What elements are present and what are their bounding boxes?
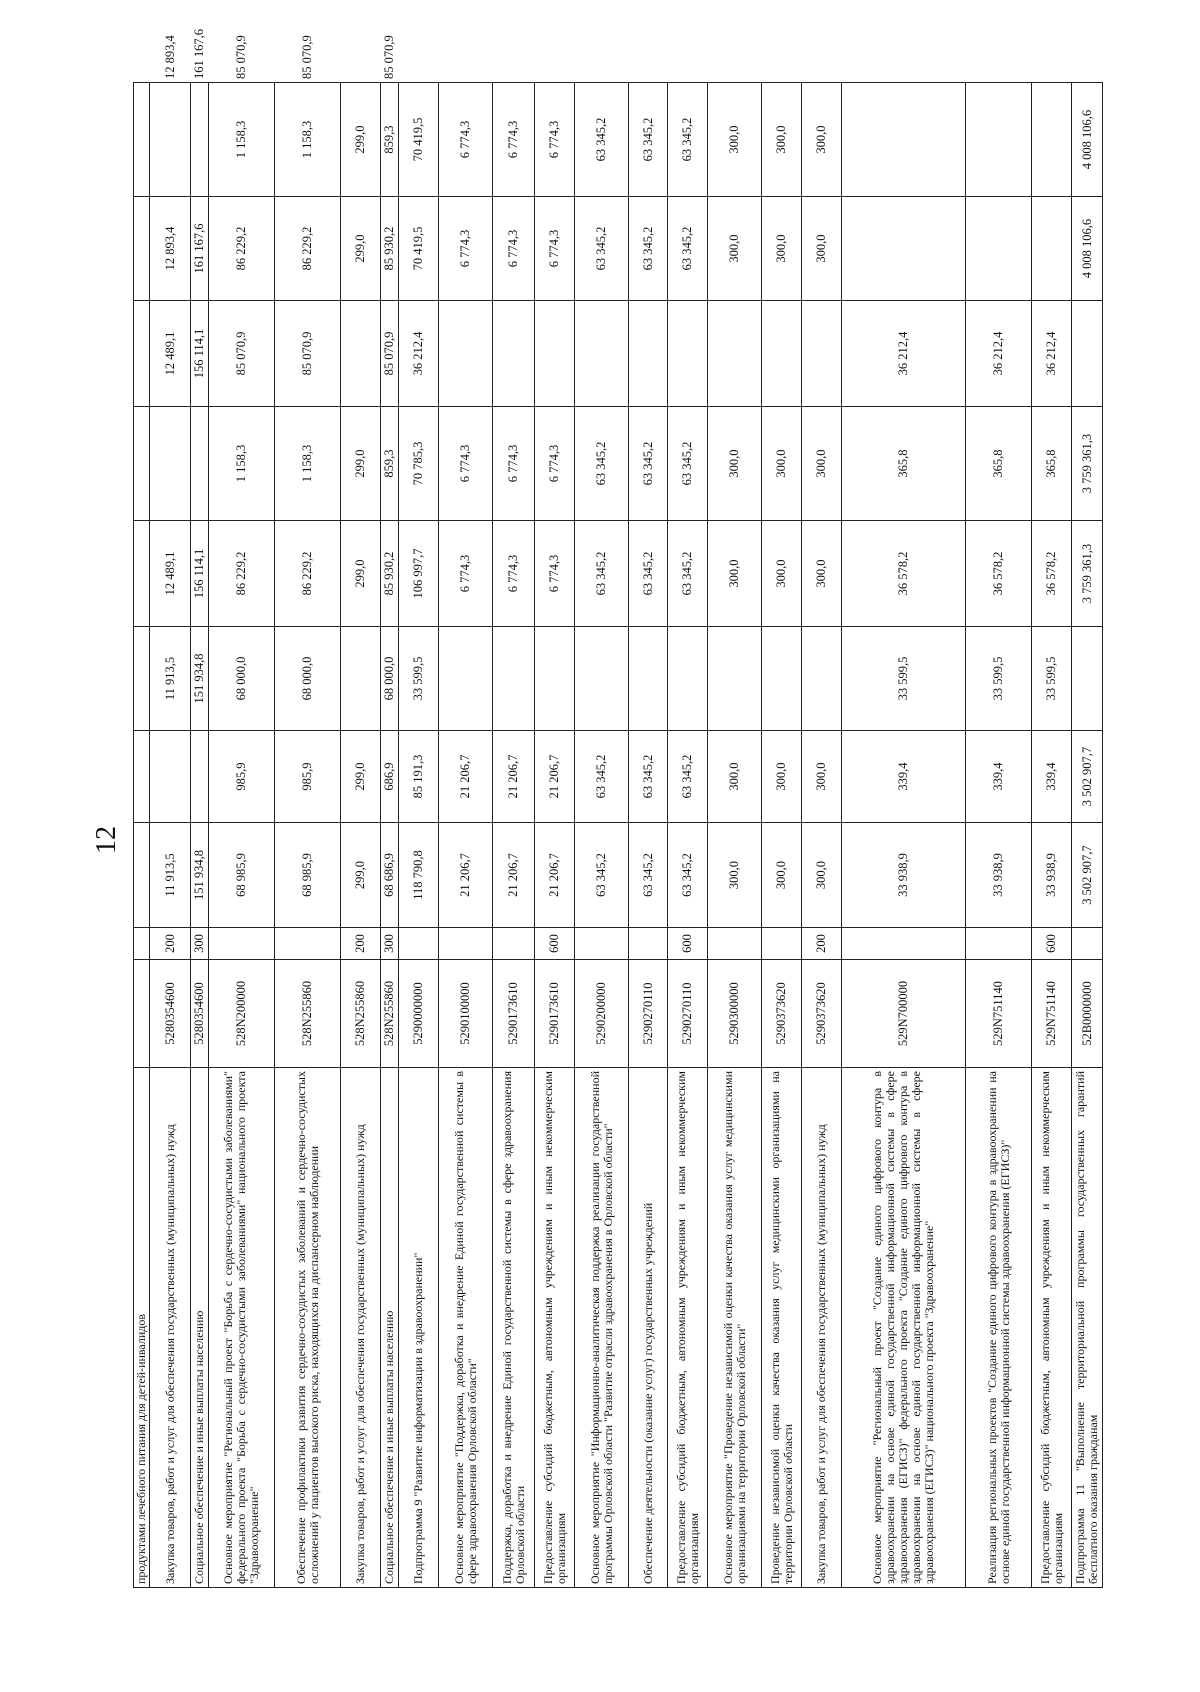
target-code-cell: 5280354600 (191, 960, 209, 1068)
table-row (575, 83, 629, 1588)
expense-type-cell: 600 (668, 928, 708, 960)
amount-cell: 300,0 (708, 83, 762, 197)
amount-cell: 33 599,5 (399, 627, 439, 731)
target-code-cell: 52B0000000 (1072, 960, 1103, 1068)
amount-cell: 161 167,6 (191, 197, 209, 301)
target-code-cell: 528N255860 (275, 960, 341, 1068)
amount-cell: 70 785,3 (399, 407, 439, 521)
table-row (535, 83, 575, 1588)
amount-cell: 85 930,2 (381, 197, 399, 301)
row-name-cell: Основное мероприятие "Региональный проект "Борьба с сердечно-сосудистыми заболеваниями" федерального проекта "Борьба с сердечно-сосудистыми заболеваниями" национального проекта "Здравоохранение" (209, 1068, 275, 1588)
amount-cell (535, 301, 575, 407)
expense-type-cell (275, 928, 341, 960)
table-row: Закупка товаров, работ и услуг для обеспечения государственных (муниципальных) нужд 5280354600 200 11 913,5 11 913,5 12 489,1 12 489,1 12 893,4 12 893,4 (150, 83, 191, 1588)
amount-cell: 63 345,2 (629, 823, 668, 928)
amount-cell: 70 419,5 (399, 83, 439, 197)
row-name-cell: Социальное обеспечение и иные выплаты населению (191, 1068, 209, 1588)
amount-cell (150, 83, 191, 197)
amount-cell: 300,0 (802, 823, 842, 928)
amount-cell: 3 759 361,3 (1072, 407, 1103, 521)
target-code-cell: 5290000000 (399, 960, 439, 1068)
amount-cell: 300,0 (762, 521, 802, 627)
amount-cell: 300,0 (762, 731, 802, 823)
amount-cell: 33 599,5 (1032, 627, 1072, 731)
amount-cell: 21 206,7 (493, 731, 535, 823)
amount-cell: 33 599,5 (966, 627, 1032, 731)
row-name-cell: Проведение независимой оценки качества оказания услуг медицинскими организациями на территории Орловской области (762, 1068, 802, 1588)
amount-cell: 68 000,0 (209, 627, 275, 731)
amount-cell (802, 627, 842, 731)
amount-cell: 33 599,5 (842, 627, 966, 731)
amount-cell: 85 930,2 (381, 521, 399, 627)
expense-type-cell (575, 928, 629, 960)
amount-cell: 36 212,4 (399, 301, 439, 407)
amount-cell: 300,0 (762, 83, 802, 197)
amount-cell: 21 206,7 (535, 823, 575, 928)
amount-cell: 36 578,2 (966, 521, 1032, 627)
target-code-cell (134, 960, 150, 1068)
amount-cell: 68 985,9 (209, 823, 275, 928)
amount-cell (150, 731, 191, 823)
amount-cell: 63 345,2 (575, 731, 629, 823)
amount-cell: 6 774,3 (439, 521, 493, 627)
amount-cell (708, 301, 762, 407)
amount-cell: 63 345,2 (668, 731, 708, 823)
amount-cell: 6 774,3 (493, 521, 535, 627)
amount-cell (134, 731, 150, 823)
amount-cell: 63 345,2 (629, 407, 668, 521)
expense-type-cell (1072, 928, 1103, 960)
amount-cell: 299,0 (341, 83, 381, 197)
expense-type-cell (708, 928, 762, 960)
amount-cell: 33 938,9 (1032, 823, 1072, 928)
amount-cell: 33 938,9 (966, 823, 1032, 928)
amount-cell (966, 197, 1032, 301)
amount-cell (150, 407, 191, 521)
amount-cell: 339,4 (966, 731, 1032, 823)
table-row (1072, 83, 1103, 1588)
row-name-cell: Подпрограмма 9 "Развитие информатизации в здравоохранении" (399, 1068, 439, 1588)
amount-cell: 3 502 907,7 (1072, 731, 1103, 823)
amount-cell: 299,0 (341, 823, 381, 928)
amount-cell (1032, 83, 1072, 197)
amount-cell: 68 686,9 (381, 823, 399, 928)
amount-cell: 4 008 106,6 (1072, 197, 1103, 301)
amount-cell: 300,0 (762, 823, 802, 928)
table-row (708, 83, 762, 1588)
row-name-cell: Основное мероприятие "Региональный проект "Создание единого цифрового контура в здравоохранении на основе единой государственной информационной системы в сфере здравоохранения (ЕГИСЗ)" федерального проекта "Создание единого цифрового контура в здравоохранении на основе единой государственной информационной системы в сфере здравоохранения (ЕГИСЗ)" национального проекта "Здравоохранение" (842, 1068, 966, 1588)
amount-cell (439, 301, 493, 407)
target-code-cell: 528N255860 (381, 960, 399, 1068)
amount-cell (966, 83, 1032, 197)
amount-cell: 299,0 (341, 731, 381, 823)
amount-cell: 106 997,7 (399, 521, 439, 627)
amount-cell: 300,0 (762, 407, 802, 521)
amount-cell: 1 158,3 (275, 83, 341, 197)
table-row (1032, 83, 1072, 1588)
amount-cell: 4 008 106,6 (1072, 83, 1103, 197)
amount-cell (575, 301, 629, 407)
expense-type-cell: 200 (802, 928, 842, 960)
amount-cell (668, 627, 708, 731)
row-name-cell: Подпрограмма 11 "Выполнение территориальной программы государственных гарантий бесплатного оказания гражданам (1072, 1068, 1103, 1588)
table-row (762, 83, 802, 1588)
amount-cell (1032, 197, 1072, 301)
row-name-cell: Обеспечение профилактики развития сердечно-сосудистых заболеваний и сердечно-сосудистых осложнений у пациентов высокого риска, находящихся на диспансерном наблюдении (275, 1068, 341, 1588)
amount-cell: 12 489,1 (150, 521, 191, 627)
expense-type-cell: 600 (535, 928, 575, 960)
amount-cell: 3 759 361,3 (1072, 521, 1103, 627)
amount-cell: 6 774,3 (493, 197, 535, 301)
amount-cell (341, 627, 381, 731)
amount-cell (1072, 627, 1103, 731)
table-row (341, 83, 381, 1588)
target-code-cell: 5290300000 (708, 960, 762, 1068)
row-name-cell: Основное мероприятие "Информационно-аналитическая поддержка реализации государственной программы Орловской области "Развитие отрасли здравоохранения в Орловской области" (575, 1068, 629, 1588)
target-code-cell: 528N200000 (209, 960, 275, 1068)
amount-cell: 36 212,4 (842, 301, 966, 407)
amount-cell: 6 774,3 (439, 83, 493, 197)
amount-cell: 11 913,5 (150, 823, 191, 928)
amount-cell (668, 301, 708, 407)
amount-cell (802, 301, 842, 407)
row-name-cell: Предоставление субсидий бюджетным, автономным учреждениям и иным некоммерческим организациям (535, 1068, 575, 1588)
amount-cell: 859,3 (381, 83, 399, 197)
row-name-cell: Реализация региональных проектов "Создание единого цифрового контура в здравоохранении на основе единой государственной информационной системы здравоохранения (ЕГИСЗ)" (966, 1068, 1032, 1588)
amount-cell: 63 345,2 (575, 521, 629, 627)
amount-cell: 156 114,1 (191, 301, 209, 407)
amount-cell: 300,0 (708, 731, 762, 823)
amount-cell: 63 345,2 (668, 407, 708, 521)
amount-cell: 63 345,2 (668, 197, 708, 301)
expense-type-cell (493, 928, 535, 960)
amount-cell (191, 407, 209, 521)
target-code-cell: 5290270110 (629, 960, 668, 1068)
amount-cell: 300,0 (802, 521, 842, 627)
expense-type-cell: 600 (1032, 928, 1072, 960)
table-row (399, 83, 439, 1588)
amount-cell (134, 627, 150, 731)
table-row (493, 83, 535, 1588)
amount-cell: 985,9 (209, 731, 275, 823)
amount-cell: 70 419,5 (399, 197, 439, 301)
amount-cell (341, 301, 381, 407)
amount-cell: 151 934,8 (191, 627, 209, 731)
amount-cell: 63 345,2 (575, 407, 629, 521)
amount-cell: 63 345,2 (668, 83, 708, 197)
amount-cell: 63 345,2 (668, 521, 708, 627)
amount-cell: 300,0 (802, 83, 842, 197)
target-code-cell: 5290173610 (535, 960, 575, 1068)
amount-cell: 118 790,8 (399, 823, 439, 928)
amount-cell: 6 774,3 (535, 407, 575, 521)
amount-cell: 63 345,2 (629, 83, 668, 197)
target-code-cell: 5290173610 (493, 960, 535, 1068)
table-row (966, 83, 1032, 1588)
amount-cell (134, 407, 150, 521)
amount-cell: 6 774,3 (493, 407, 535, 521)
amount-cell: 365,8 (1032, 407, 1072, 521)
row-name-cell: Закупка товаров, работ и услуг для обеспечения государственных (муниципальных) нужд (150, 1068, 191, 1588)
table-row (134, 83, 150, 1588)
amount-cell (575, 627, 629, 731)
amount-cell: 6 774,3 (535, 197, 575, 301)
target-code-cell: 5290100000 (439, 960, 493, 1068)
amount-cell: 63 345,2 (575, 83, 629, 197)
amount-cell: 6 774,3 (493, 83, 535, 197)
amount-cell: 21 206,7 (439, 823, 493, 928)
amount-cell: 86 229,2 (209, 197, 275, 301)
amount-cell: 86 229,2 (275, 521, 341, 627)
table-row: Социальное обеспечение и иные выплаты населению 5280354600 300 151 934,8 151 934,8 156 114,1 156 114,1 161 167,6 161 167,6 (191, 83, 209, 1588)
amount-cell (134, 83, 150, 197)
amount-cell: 3 502 907,7 (1072, 823, 1103, 928)
expense-type-cell: 200 (150, 928, 191, 960)
amount-cell: 6 774,3 (535, 83, 575, 197)
row-name-cell: Основное мероприятие "Проведение независимой оценки качества оказания услуг медицинскими организациями на территории Орловской области" (708, 1068, 762, 1588)
target-code-cell: 5280354600 (150, 960, 191, 1068)
target-code-cell: 5290373620 (762, 960, 802, 1068)
amount-cell: 11 913,5 (150, 627, 191, 731)
table-row: Обеспечение профилактики развития сердечно-сосудистых заболеваний и сердечно-сосудистых осложнений у пациентов высокого риска, находящихся на диспансерном наблюдении 528N255860 68 985,9 985,9 68 000,0 86 229,2 1 158,3 85 070,9 86 229,2 1 158,3 85 070,9 (275, 83, 341, 1588)
amount-cell: 86 229,2 (209, 521, 275, 627)
amount-cell: 85 070,9 (381, 301, 399, 407)
amount-cell: 12 489,1 (150, 301, 191, 407)
row-name-cell: Предоставление субсидий бюджетным, автономным учреждениям и иным некоммерческим организациям (1032, 1068, 1072, 1588)
amount-cell: 300,0 (708, 521, 762, 627)
amount-cell (134, 197, 150, 301)
table-row (802, 83, 842, 1588)
table-row (668, 83, 708, 1588)
amount-cell (629, 627, 668, 731)
amount-cell: 339,4 (1032, 731, 1072, 823)
amount-cell: 6 774,3 (535, 521, 575, 627)
amount-cell: 86 229,2 (275, 197, 341, 301)
expense-type-cell: 200 (341, 928, 381, 960)
amount-cell: 36 212,4 (1032, 301, 1072, 407)
amount-cell: 300,0 (802, 407, 842, 521)
amount-cell (191, 83, 209, 197)
amount-cell (191, 731, 209, 823)
amount-cell: 36 578,2 (842, 521, 966, 627)
amount-cell: 36 212,4 (966, 301, 1032, 407)
amount-cell: 33 938,9 (842, 823, 966, 928)
row-name-cell: Социальное обеспечение и иные выплаты населению (381, 1068, 399, 1588)
amount-cell: 299,0 (341, 521, 381, 627)
amount-cell (708, 627, 762, 731)
amount-cell: 300,0 (708, 823, 762, 928)
amount-cell: 63 345,2 (668, 823, 708, 928)
amount-cell (439, 627, 493, 731)
amount-cell (134, 521, 150, 627)
amount-cell: 985,9 (275, 731, 341, 823)
table-row: Социальное обеспечение и иные выплаты населению 528N255860 300 68 686,9 686,9 68 000,0 85 930,2 859,3 85 070,9 85 930,2 859,3 85 070,9 (381, 83, 399, 1588)
amount-cell: 151 934,8 (191, 823, 209, 928)
table-row (629, 83, 668, 1588)
amount-cell: 63 345,2 (629, 521, 668, 627)
amount-cell: 36 578,2 (1032, 521, 1072, 627)
amount-cell (842, 83, 966, 197)
amount-cell: 299,0 (341, 197, 381, 301)
amount-cell: 365,8 (966, 407, 1032, 521)
amount-cell: 1 158,3 (209, 407, 275, 521)
expense-type-cell (209, 928, 275, 960)
target-code-cell: 5290200000 (575, 960, 629, 1068)
amount-cell: 299,0 (341, 407, 381, 521)
amount-cell: 6 774,3 (439, 407, 493, 521)
amount-cell (762, 627, 802, 731)
amount-cell: 300,0 (802, 731, 842, 823)
target-code-cell: 529N751140 (966, 960, 1032, 1068)
amount-cell: 21 206,7 (535, 731, 575, 823)
amount-cell: 300,0 (762, 197, 802, 301)
amount-cell: 339,4 (842, 731, 966, 823)
expense-type-cell (966, 928, 1032, 960)
amount-cell: 1 158,3 (275, 407, 341, 521)
amount-cell: 365,8 (842, 407, 966, 521)
amount-cell: 68 000,0 (275, 627, 341, 731)
amount-cell: 85 070,9 (275, 301, 341, 407)
expense-type-cell (439, 928, 493, 960)
expense-type-cell (629, 928, 668, 960)
amount-cell: 63 345,2 (575, 823, 629, 928)
target-code-cell: 529N700000 (842, 960, 966, 1068)
expense-type-cell: 300 (191, 928, 209, 960)
expense-type-cell (399, 928, 439, 960)
target-code-cell: 5290373620 (802, 960, 842, 1068)
expense-type-cell (842, 928, 966, 960)
amount-cell: 21 206,7 (493, 823, 535, 928)
amount-cell: 63 345,2 (575, 197, 629, 301)
row-name-cell: Закупка товаров, работ и услуг для обеспечения государственных (муниципальных) нужд (802, 1068, 842, 1588)
amount-cell: 12 893,4 (150, 197, 191, 301)
amount-cell: 85 191,3 (399, 731, 439, 823)
amount-cell: 85 070,9 (209, 301, 275, 407)
target-code-cell: 529N751140 (1032, 960, 1072, 1068)
amount-cell (493, 301, 535, 407)
amount-cell: 686,9 (381, 731, 399, 823)
amount-cell: 6 774,3 (439, 197, 493, 301)
amount-cell (629, 301, 668, 407)
amount-cell (535, 627, 575, 731)
amount-cell: 68 000,0 (381, 627, 399, 731)
expense-type-cell (134, 928, 150, 960)
table-row (842, 83, 966, 1588)
table-row: Основное мероприятие "Региональный проект "Борьба с сердечно-сосудистыми заболеваниями" федерального проекта "Борьба с сердечно-сосудистыми заболеваниями" национального проекта "Здравоохранение" 528N200000 68 985,9 985,9 68 000,0 86 229,2 1 158,3 85 070,9 86 229,2 1 158,3 85 070,9 (209, 83, 275, 1588)
amount-cell: 68 985,9 (275, 823, 341, 928)
amount-cell: 156 114,1 (191, 521, 209, 627)
amount-cell: 1 158,3 (209, 83, 275, 197)
amount-cell: 300,0 (708, 407, 762, 521)
row-name-cell: Обеспечение деятельности (оказание услуг) государственных учреждений (629, 1068, 668, 1588)
expense-type-cell: 300 (381, 928, 399, 960)
amount-cell: 63 345,2 (629, 197, 668, 301)
budget-table-rotated (133, 29, 1133, 1588)
amount-cell: 300,0 (802, 197, 842, 301)
amount-cell: 21 206,7 (439, 731, 493, 823)
amount-cell: 63 345,2 (629, 731, 668, 823)
table-row (439, 83, 493, 1588)
target-code-cell: 5290270110 (668, 960, 708, 1068)
amount-cell (134, 823, 150, 928)
amount-cell (1072, 301, 1103, 407)
target-code-cell: 528N255860 (341, 960, 381, 1068)
amount-cell (493, 627, 535, 731)
row-name-cell: Основное мероприятие "Поддержка, доработка и внедрение Единой государственной системы в сфере здравоохранения Орловской области" (439, 1068, 493, 1588)
budget-table (133, 29, 1103, 1588)
amount-cell (762, 301, 802, 407)
expense-type-cell (762, 928, 802, 960)
amount-cell (134, 301, 150, 407)
row-name-cell: Поддержка, доработка и внедрение Единой государственной системы в сфере здравоохранения Орловской области (493, 1068, 535, 1588)
amount-cell (842, 197, 966, 301)
page-number: 12 (91, 826, 122, 854)
row-name-cell: Предоставление субсидий бюджетным, автономным учреждениям и иным некоммерческим организациям (668, 1068, 708, 1588)
row-name-cell: продуктами лечебного питания для детей-инвалидов (134, 1068, 150, 1588)
amount-cell: 859,3 (381, 407, 399, 521)
row-name-cell: Закупка товаров, работ и услуг для обеспечения государственных (муниципальных) нужд (341, 1068, 381, 1588)
amount-cell: 300,0 (708, 197, 762, 301)
